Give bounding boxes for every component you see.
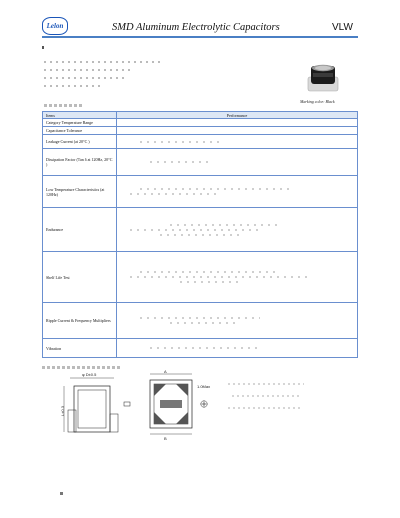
row-performance	[117, 119, 358, 127]
col-items-header: Items	[43, 112, 117, 119]
dimension-drawing	[42, 370, 358, 450]
lelon-logo	[42, 17, 68, 35]
page-title: SMD Aluminum Electrolytic Capacitors	[112, 22, 280, 33]
dimension-notes	[228, 384, 304, 408]
top-b-label: B	[164, 436, 167, 441]
row-item: Low Temperature Characteristics (at 120Hz)	[43, 176, 117, 208]
row-item: Dissipation Factor (Tan δ at 120Hz, 20°C )	[43, 149, 117, 176]
row-item: Shelf Life Test	[43, 252, 117, 303]
side-view	[60, 372, 130, 432]
logo-text: Lelon	[46, 22, 64, 30]
page-footer-mark	[60, 492, 63, 495]
table-row	[43, 127, 358, 135]
table-row	[43, 149, 358, 176]
row-performance	[117, 135, 358, 149]
plus-icon	[201, 401, 207, 407]
row-item: Endurance	[43, 208, 117, 252]
col-performance-header: Performance	[117, 112, 358, 119]
table-row	[43, 135, 358, 149]
table-row	[43, 119, 358, 127]
row-performance	[117, 252, 358, 303]
row-item: Category Temperature Range	[43, 119, 117, 127]
dimensions-heading	[42, 366, 122, 369]
row-performance	[117, 149, 358, 176]
top-a-label: A	[164, 370, 167, 374]
row-performance	[117, 208, 358, 252]
row-item: Ripple Current & Frequency Multipliers	[43, 303, 117, 339]
row-item: Capacitance Tolerance	[43, 127, 117, 135]
header-rule	[42, 36, 358, 38]
table-row	[43, 303, 358, 339]
row-item: Vibration	[43, 339, 117, 358]
feature-line	[44, 61, 162, 63]
row-performance	[117, 339, 358, 358]
feature-line	[44, 77, 126, 79]
spec-section-heading	[44, 104, 84, 107]
feature-line	[44, 85, 100, 87]
table-row	[43, 252, 358, 303]
table-header-row	[43, 112, 358, 119]
spec-table	[42, 111, 358, 358]
photo-caption: Marking color: Black	[300, 99, 335, 104]
section-marker	[42, 46, 44, 49]
row-performance	[117, 176, 358, 208]
row-item: Leakage Current (at 20°C )	[43, 135, 117, 149]
side-d-label: φ D±0.5	[82, 372, 97, 377]
row-performance	[117, 127, 358, 135]
feature-line	[44, 69, 130, 71]
table-row	[43, 339, 358, 358]
series-name: VLW	[332, 22, 353, 33]
table-row	[43, 208, 358, 252]
row-performance	[117, 303, 358, 339]
top-view	[150, 370, 210, 441]
top-e-label: 1.0Max	[197, 384, 211, 389]
capacitor-photo	[306, 63, 340, 93]
side-l-label: L±0.3	[60, 406, 65, 416]
table-row	[43, 176, 358, 208]
